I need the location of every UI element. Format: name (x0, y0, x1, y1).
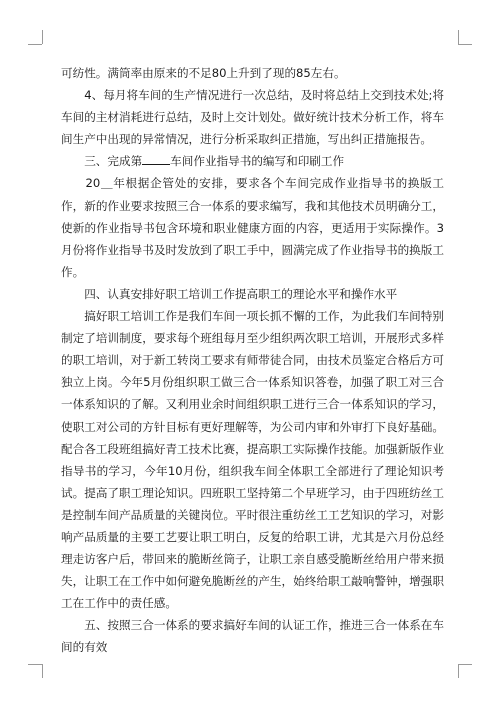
section-heading-4: 四、认真安排好职工培训工作提高职工的理论水平和操作水平 (61, 286, 398, 301)
paragraph-continuation: 可纺性。满筒率由原来的不足80上升到了现的85左右。 (61, 66, 346, 80)
crop-mark-top-right (458, 44, 472, 45)
crop-mark-bottom-right (458, 664, 472, 665)
fill-in-blank (142, 154, 170, 165)
crop-mark-top-left (28, 44, 42, 45)
document-page (61, 62, 444, 659)
crop-mark-bottom-left (42, 664, 43, 678)
paragraph-training: 搞好职工培训工作是我们车间一项长抓不懈的工作，为此我们车间特别制定了培训制度，要求每个班组每月至少组织两次职工培训，开展形式多样的职工培训，对于新工转岗工要求有师带徒合同，由技术员鉴定合格后方可独立上岗。今年5月份组织职工做三合一体系知识答卷，加强了职工对三合一体系知识的了解。又利用业余时间组织职工进行三合一体系知识的学习，使职工对公司的方针目标有更好理解等，为公司内审和外审打下良好基础。配合各工段班组搞好青工技术比赛，提高职工实际操作技能。加强新版作业指导书的学习，今年10月份，组织我车间全体职工全部进行了理论知识考试。提高了职工理论知识。四班职工坚持第二个早班学习，由于四班纺丝工是控制车间产品质量的关键岗位。平时很注重纺丝工工艺知识的学习，对影响产品质量的主要工艺要让职工明白，反复的给职工讲，尤其是六月份总经理走访客户后，带回来的脆断丝筒子，让职工亲自感受脆断丝给用户带来损失，让职工在工作中如何避免脆断丝的产生，始终给职工敲响警钟，增强职工在工作中的责任感。 (61, 309, 444, 611)
crop-mark-bottom-right (458, 664, 459, 678)
crop-mark-top-right (458, 30, 459, 44)
heading-text-before: 三、完成第 (61, 154, 143, 169)
crop-mark-top-left (42, 30, 43, 44)
crop-mark-bottom-left (28, 664, 42, 665)
paragraph-item-4: 4、每月将车间的生产情况进行一次总结，及时将总结上交到技术处;将车间的主材消耗进行总结，及时上交计划处。做好统计技术分析工作，将车间生产中出现的异常情况，进行分析采取纠正措施，写出纠正措施报告。 (61, 88, 444, 147)
section-heading-5: 五、按照三合一体系的要求搞好车间的认证工作，推进三合一体系在车间的有效 (61, 618, 444, 655)
paragraph-instruction-book: 20＿年根据企管处的安排，要求各个车间完成作业指导书的换版工作，新的作业要求按照三合一体系的要求编写，我和其他技术员明确分工，使新的作业指导书包含环境和职业健康方面的内容，更适用于实际操作。3月份将作业指导书及时发放到了职工手中，圆满完成了作业指导书的换版工作。 (61, 176, 444, 279)
section-heading-3 (61, 150, 444, 172)
heading-text-after: 车间作业指导书的编写和印刷工作 (170, 154, 345, 169)
